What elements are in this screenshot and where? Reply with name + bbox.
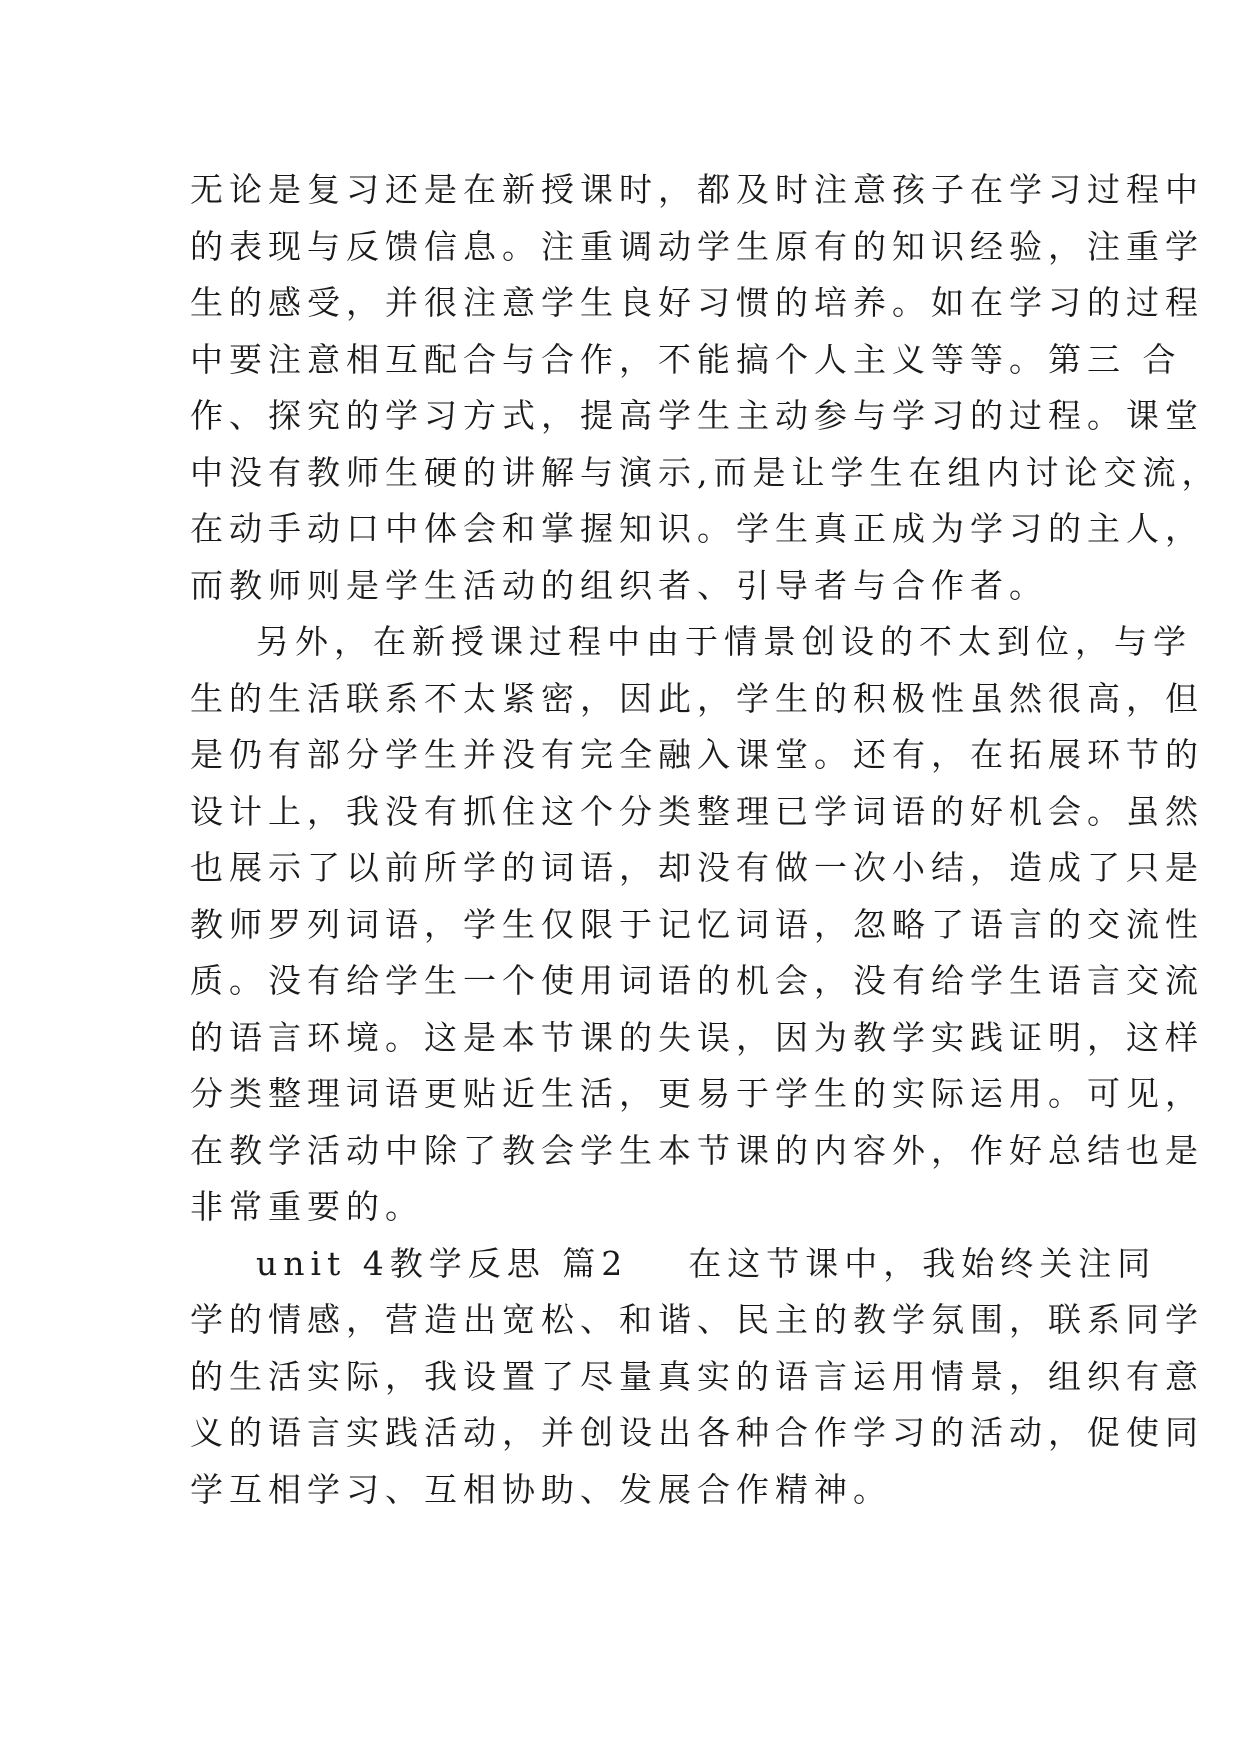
text-line: 在教学活动中除了教会学生本节课的内容外，作好总结也是 xyxy=(190,1130,1204,1170)
section-heading-line xyxy=(190,1236,1157,1293)
paragraph xyxy=(190,1236,1204,1519)
text-line: 义的语言实践活动，并创设出各种合作学习的活动，促使同 xyxy=(190,1413,1204,1452)
document-body xyxy=(190,162,1221,1518)
text-line: 的语言环境。这是本节课的失误，因为教学实践证明，这样 xyxy=(190,1017,1204,1057)
text-line: 非常重要的。 xyxy=(190,1187,424,1226)
text-line: 学的情感，营造出宽松、和谐、民主的教学氛围，联系同学 xyxy=(190,1300,1204,1339)
text-line: 也展示了以前所学的词语，却没有做一次小结，造成了只是 xyxy=(190,848,1204,887)
text-line: 无论是复习还是在新授课时，都及时注意孩子在学习过程中 xyxy=(190,170,1204,209)
text-run: 在这节课中，我始终关注同 xyxy=(688,1243,1157,1283)
text-line: 学互相学习、互相协助、发展合作精神。 xyxy=(190,1469,892,1509)
text-line: 质。没有给学生一个使用词语的机会，没有给学生语言交流 xyxy=(190,961,1204,1000)
paragraph xyxy=(190,162,1221,614)
text-line: 是仍有部分学生并没有完全融入课堂。还有，在拓展环节的 xyxy=(190,735,1204,774)
text-line: 而教师则是学生活动的组织者、引导者与合作者。 xyxy=(190,565,1048,605)
text-line: 中没有教师生硬的讲解与演示,而是让学生在组内讨论交流， xyxy=(190,452,1221,492)
text-line: 的生活实际，我设置了尽量真实的语言运用情景，组织有意 xyxy=(190,1356,1204,1396)
text-line: 设计上，我没有抓住这个分类整理已学词语的好机会。虽然 xyxy=(190,791,1204,831)
text-line: 在动手动口中体会和掌握知识。学生真正成为学习的主人， xyxy=(190,509,1204,548)
text-line: 作、探究的学习方式，提高学生主动参与学习的过程。课堂 xyxy=(190,396,1204,435)
text-line: 中要注意相互配合与合作，不能搞个人主义等等。第三 合 xyxy=(190,339,1182,379)
text-line: 生的感受，并很注意学生良好习惯的培养。如在学习的过程 xyxy=(190,283,1204,322)
text-line: 分类整理词语更贴近生活，更易于学生的实际运用。可见， xyxy=(190,1074,1204,1113)
paragraph xyxy=(190,614,1204,1236)
text-line: 教师罗列词语，学生仅限于记忆词语，忽略了语言的交流性 xyxy=(190,904,1204,944)
text-line: 生的生活联系不太紧密，因此，学生的积极性虽然很高，但 xyxy=(190,678,1204,718)
text-line: 的表现与反馈信息。注重调动学生原有的知识经验，注重学 xyxy=(190,226,1204,266)
text-line: 另外，在新授课过程中由于情景创设的不太到位，与学 xyxy=(256,622,1192,661)
section-heading: unit 4教学反思 篇2 xyxy=(256,1243,629,1283)
